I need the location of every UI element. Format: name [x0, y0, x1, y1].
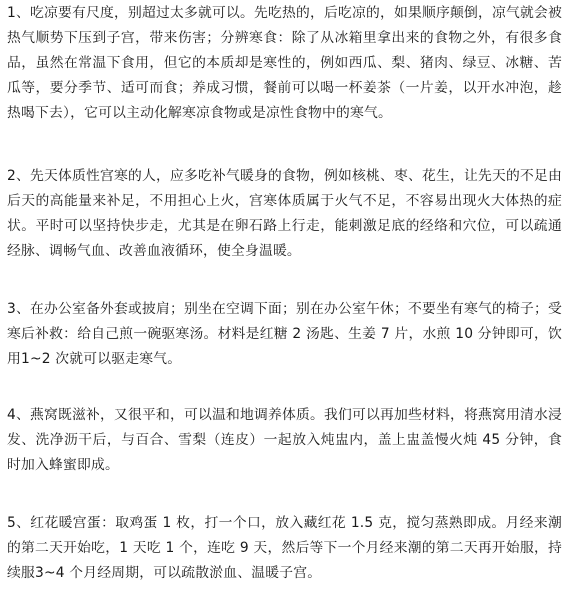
paragraph-2: 2、先天体质性宫寒的人，应多吃补气暖身的食物，例如核桃、枣、花生，让先天的不足由后天的高能量来补足，不用担心上火，宫寒体质属于火气不足，不容易出现火大体热的症状。平时可以坚持快步走，尤其是在卵石路上行走，能刺激足底的经络和穴位，可以疏通经脉、调畅气血、改善血液循环，使全身温暖。 — [7, 168, 562, 259]
paragraph-4: 4、燕窝既滋补，又很平和，可以温和地调养体质。我们可以再加些材料，将燕窝用清水浸发、洗净沥干后，与百合、雪梨（连皮）一起放入炖盅内，盖上盅盖慢火炖 45 分钟，食时加入蜂蜜即成。 — [7, 407, 562, 473]
paragraph-3: 3、在办公室备外套或披肩；别坐在空调下面；别在办公室午休；不要坐有寒气的椅子；受寒后补救：给自己煎一碗驱寒汤。材料是红糖 2 汤匙、生姜 7 片，水煎 10 分钟即可，饮用1~2 次就可以驱走寒气。 — [7, 301, 562, 367]
paragraph-5: 5、红花暖宫蛋：取鸡蛋 1 枚，打一个口，放入藏红花 1.5 克，搅匀蒸熟即成。月经来潮的第二天开始吃，1 天吃 1 个，连吃 9 天，然后等下一个月经来潮的第二天再开始服，持续服3~4 个月经周期，可以疏散淤血、温暖子宫。 — [7, 515, 562, 581]
paragraph-1: 1、吃凉要有尺度，别超过太多就可以。先吃热的，后吃凉的，如果顺序颠倒，凉气就会被热气顺势下压到子宫，带来伤害；分辨寒食：除了从冰箱里拿出来的食物之外，有很多食品，虽然在常温下食用，但它的本质却是寒性的，例如西瓜、梨、猪肉、绿豆、冰糖、苦瓜等，要分季节、适可而食；养成习惯，餐前可以喝一杯姜茶（一片姜，以开水冲泡，趁热喝下去），它可以主动化解寒凉食物或是凉性食物中的寒气。 — [7, 5, 562, 121]
